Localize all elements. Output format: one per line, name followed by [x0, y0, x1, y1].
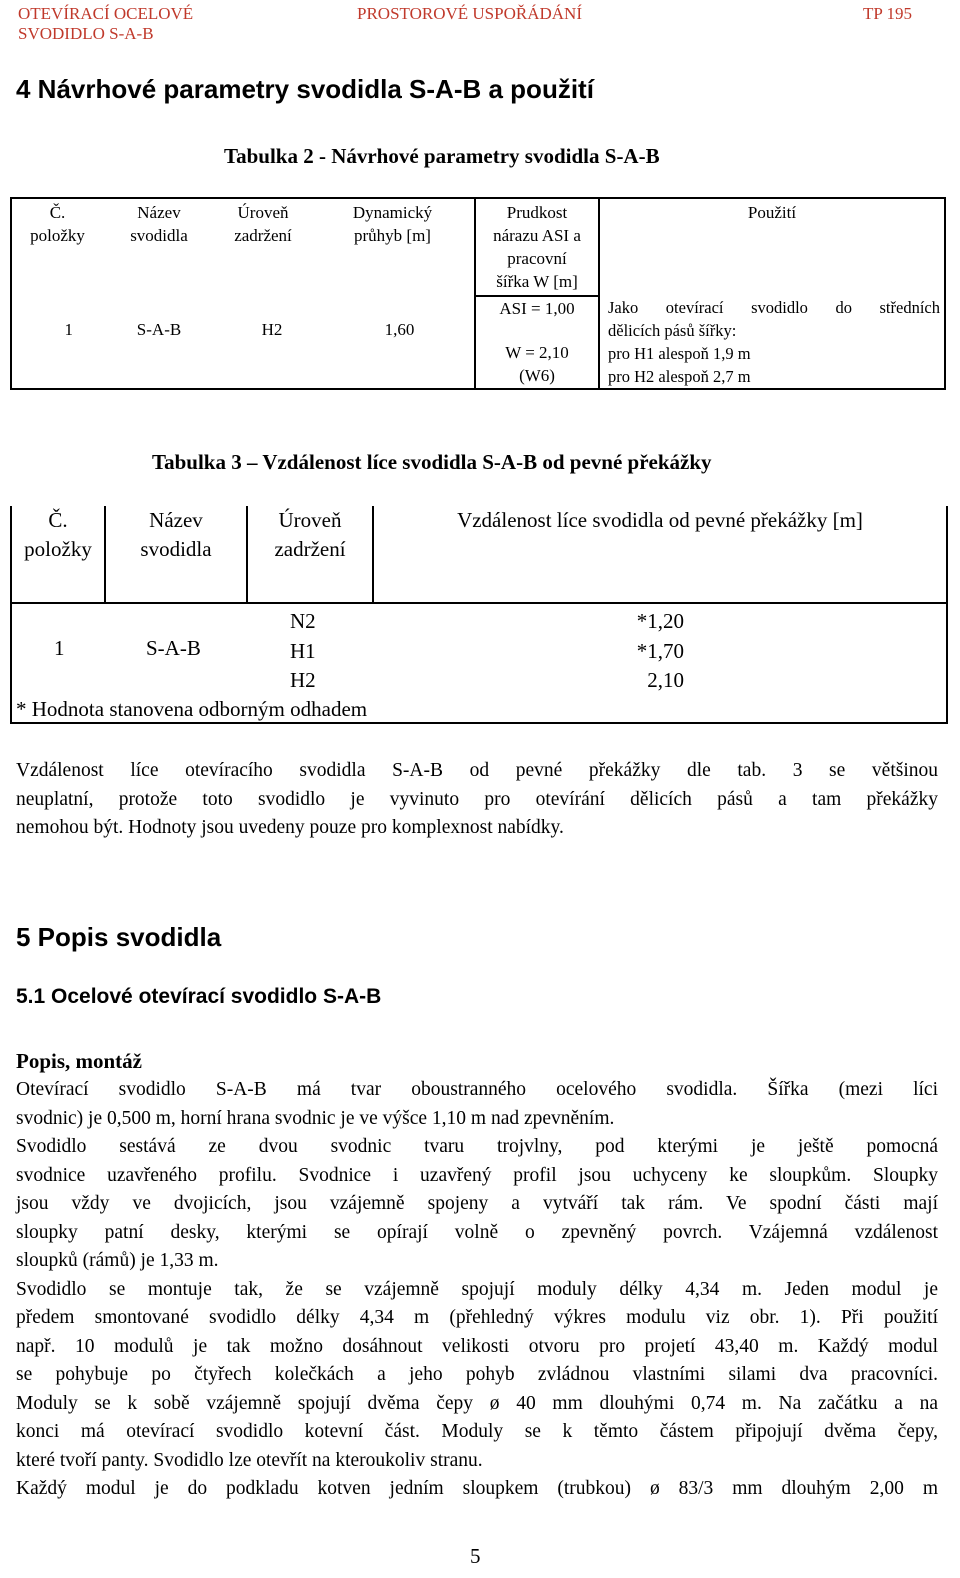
- table2-header-item: [11, 198, 103, 296]
- table2-header-name: [103, 198, 215, 296]
- paragraph-line: Svodidlo se montuje tak, že se vzájemně spojují moduly délky 4,34 m. Jeden modul je: [16, 1278, 938, 1300]
- cell-text: S-A-B: [136, 320, 182, 339]
- table2-caption: Tabulka 2 - Návrhové parametry svodidla S-A-B: [224, 144, 660, 168]
- header-center: PROSTOROVÉ USPOŘÁDÁNÍ: [357, 4, 582, 23]
- header-text: Prudkost: [506, 203, 568, 222]
- table3-header-name: [106, 506, 248, 602]
- value-text: 2,10: [647, 668, 684, 692]
- table2-cell-name: [103, 296, 215, 389]
- paragraph-line: Vzdálenost líce otevíracího svodidla S-A-B od pevné překážky dle tab. 3 se většinou: [16, 760, 938, 781]
- cell-text: 1,60: [384, 320, 415, 339]
- section-4-heading: 4 Návrhové parametry svodidla S-A-B a použití: [16, 74, 594, 104]
- table2-header-deflection: [311, 198, 475, 296]
- paragraph-line: svodnice uzavřeného profilu. Svodnice i uzavřený profil jsou uchyceny ke sloupkům. Sloupky: [16, 1164, 938, 1186]
- subheading-popis-montaz: Popis, montáž: [16, 1049, 142, 1073]
- header-left-line2: SVODIDLO S-A-B: [18, 24, 154, 43]
- header-text: zadržení: [234, 226, 292, 245]
- header-text: pracovní: [507, 249, 567, 268]
- table2-header-row: [11, 198, 945, 296]
- paragraph-line: sloupků (rámů) je 1,33 m.: [16, 1250, 219, 1271]
- table3-header-row: [12, 506, 946, 604]
- paragraph-line: jsou vždy ve dvojicích, jsou vzájemně spojeny a vytváří tak rám. Ve spodní části mají: [16, 1193, 938, 1214]
- header-text: šířka W [m]: [496, 272, 578, 291]
- header-right: TP 195: [863, 4, 912, 23]
- table2-cell-use: [599, 296, 945, 389]
- table3: [10, 506, 948, 724]
- header-text: položky: [30, 226, 85, 245]
- header-text: Použití: [747, 203, 797, 222]
- table3-cell-item: 1: [54, 636, 65, 660]
- section-5-heading: 5 Popis svodidla: [16, 922, 222, 952]
- table3-header-level: [248, 506, 374, 602]
- paragraph-line: neuplatní, protože toto svodidlo je vyvinuto pro otevírání dělicích pásů a tam překážky: [16, 788, 938, 810]
- paragraph-line: sloupky patní desky, kterými se opírají volně o zpevněný povrch. Vzájemná vzdálenost: [16, 1221, 938, 1243]
- header-text: Č.: [49, 203, 66, 222]
- table2-row: [11, 296, 945, 389]
- table3-body: [12, 604, 946, 722]
- cell-text: pro H2 alespoň 2,7 m: [608, 367, 751, 386]
- cell-text: 1: [64, 320, 73, 339]
- table2-cell-item: [11, 296, 103, 389]
- cell-text: W = 2,10: [505, 343, 569, 362]
- header-text: Úroveň: [237, 203, 289, 222]
- page-number: 5: [470, 1544, 481, 1568]
- header-text: Dynamický: [352, 203, 433, 222]
- header-left-line1: OTEVÍRACÍ OCELOVÉ: [18, 4, 194, 23]
- level-text: H1: [290, 638, 316, 663]
- header-text: nárazu ASI a: [493, 226, 581, 245]
- value-text: *1,70: [636, 638, 684, 663]
- header-text: Č.: [48, 508, 68, 532]
- paragraph-line: konci má otevírací svodidlo kotevní část. Moduly se k těmto částem připojují dvěma čepy,: [16, 1421, 938, 1442]
- table2-cell-deflection: [311, 296, 475, 389]
- table3-cell-levels: [290, 607, 316, 696]
- paragraph-line: svodnic) je 0,500 m, horní hrana svodnic je ve výšce 1,10 m nad zpevněním.: [16, 1107, 615, 1129]
- header-text: svodidla: [130, 226, 188, 245]
- header-text: Úroveň: [278, 508, 342, 532]
- header-text: svodidla: [140, 537, 212, 561]
- paragraph-line: např. 10 modulů je tak možno dosáhnout velikosti otvoru pro projetí 43,40 m. Každý modul: [16, 1335, 938, 1357]
- table2-header-impact: [475, 198, 599, 296]
- cell-text: pro H1 alespoň 1,9 m: [608, 344, 751, 363]
- table2: [10, 197, 946, 390]
- paragraph-line: Moduly se k sobě vzájemně spojují dvěma čepy ø 40 mm dlouhými 0,74 m. Na začátku a na: [16, 1392, 938, 1414]
- paragraph-line: Svodidlo sestává ze dvou svodnic tvaru trojvlny, pod kterými je ještě pomocná: [16, 1136, 938, 1157]
- value-text: *1,20: [636, 609, 684, 633]
- cell-text: H2: [261, 320, 283, 339]
- cell-text: Jako otevírací svodidlo do středních: [608, 298, 940, 317]
- table3-note: * Hodnota stanovena odborným odhadem: [16, 697, 368, 721]
- header-text: Název: [137, 203, 181, 222]
- table2-cell-level: [215, 296, 311, 389]
- header-text: průhyb [m]: [354, 226, 431, 245]
- header-text: zadržení: [274, 537, 346, 561]
- header-text: Název: [149, 508, 203, 532]
- cell-text: (W6): [519, 366, 555, 385]
- table2-cell-impact: [475, 296, 599, 389]
- table3-header-item: [12, 506, 106, 602]
- level-text: N2: [290, 609, 316, 633]
- table3-cell-name: S-A-B: [146, 636, 201, 660]
- paragraph-line: předem smontované svodidlo délky 4,34 m (přehledný výkres modulu viz obr. 1). Při použití: [16, 1307, 938, 1328]
- section-5-1-heading: 5.1 Ocelové otevírací svodidlo S-A-B: [16, 985, 382, 1008]
- level-text: H2: [290, 668, 316, 692]
- paragraph-line: které tvoří panty. Svodidlo lze otevřít na kteroukoliv stranu.: [16, 1449, 483, 1471]
- table2-header-use: [599, 198, 945, 296]
- paragraph-line: Každý modul je do podkladu kotven jedním sloupkem (trubkou) ø 83/3 mm dlouhým 2,00 m: [16, 1478, 938, 1499]
- table3-explanation: [16, 757, 938, 843]
- section-5-body: [16, 1076, 938, 1504]
- table2-header-level: [215, 198, 311, 296]
- header-left: [18, 4, 193, 44]
- cell-text: dělicích pásů šířky:: [608, 321, 737, 340]
- paragraph-line: se pohybuje po čtyřech kolečkách a jeho pohyb zvládnou vlastními silami dva pracovníci.: [16, 1364, 938, 1385]
- paragraph-line: nemohou být. Hodnoty jsou uvedeny pouze pro komplexnost nabídky.: [16, 817, 564, 838]
- paragraph-line: Otevírací svodidlo S-A-B má tvar oboustranného ocelového svodidla. Šířka (mezi líci: [16, 1079, 938, 1100]
- table3-caption: Tabulka 3 – Vzdálenost líce svodidla S-A-B od pevné překážky: [152, 450, 712, 474]
- table3-cell-values: [637, 607, 684, 696]
- table3-header-distance: Vzdálenost líce svodidla od pevné překážky [m]: [457, 508, 863, 532]
- header-text: položky: [24, 537, 92, 561]
- cell-text: ASI = 1,00: [499, 299, 575, 318]
